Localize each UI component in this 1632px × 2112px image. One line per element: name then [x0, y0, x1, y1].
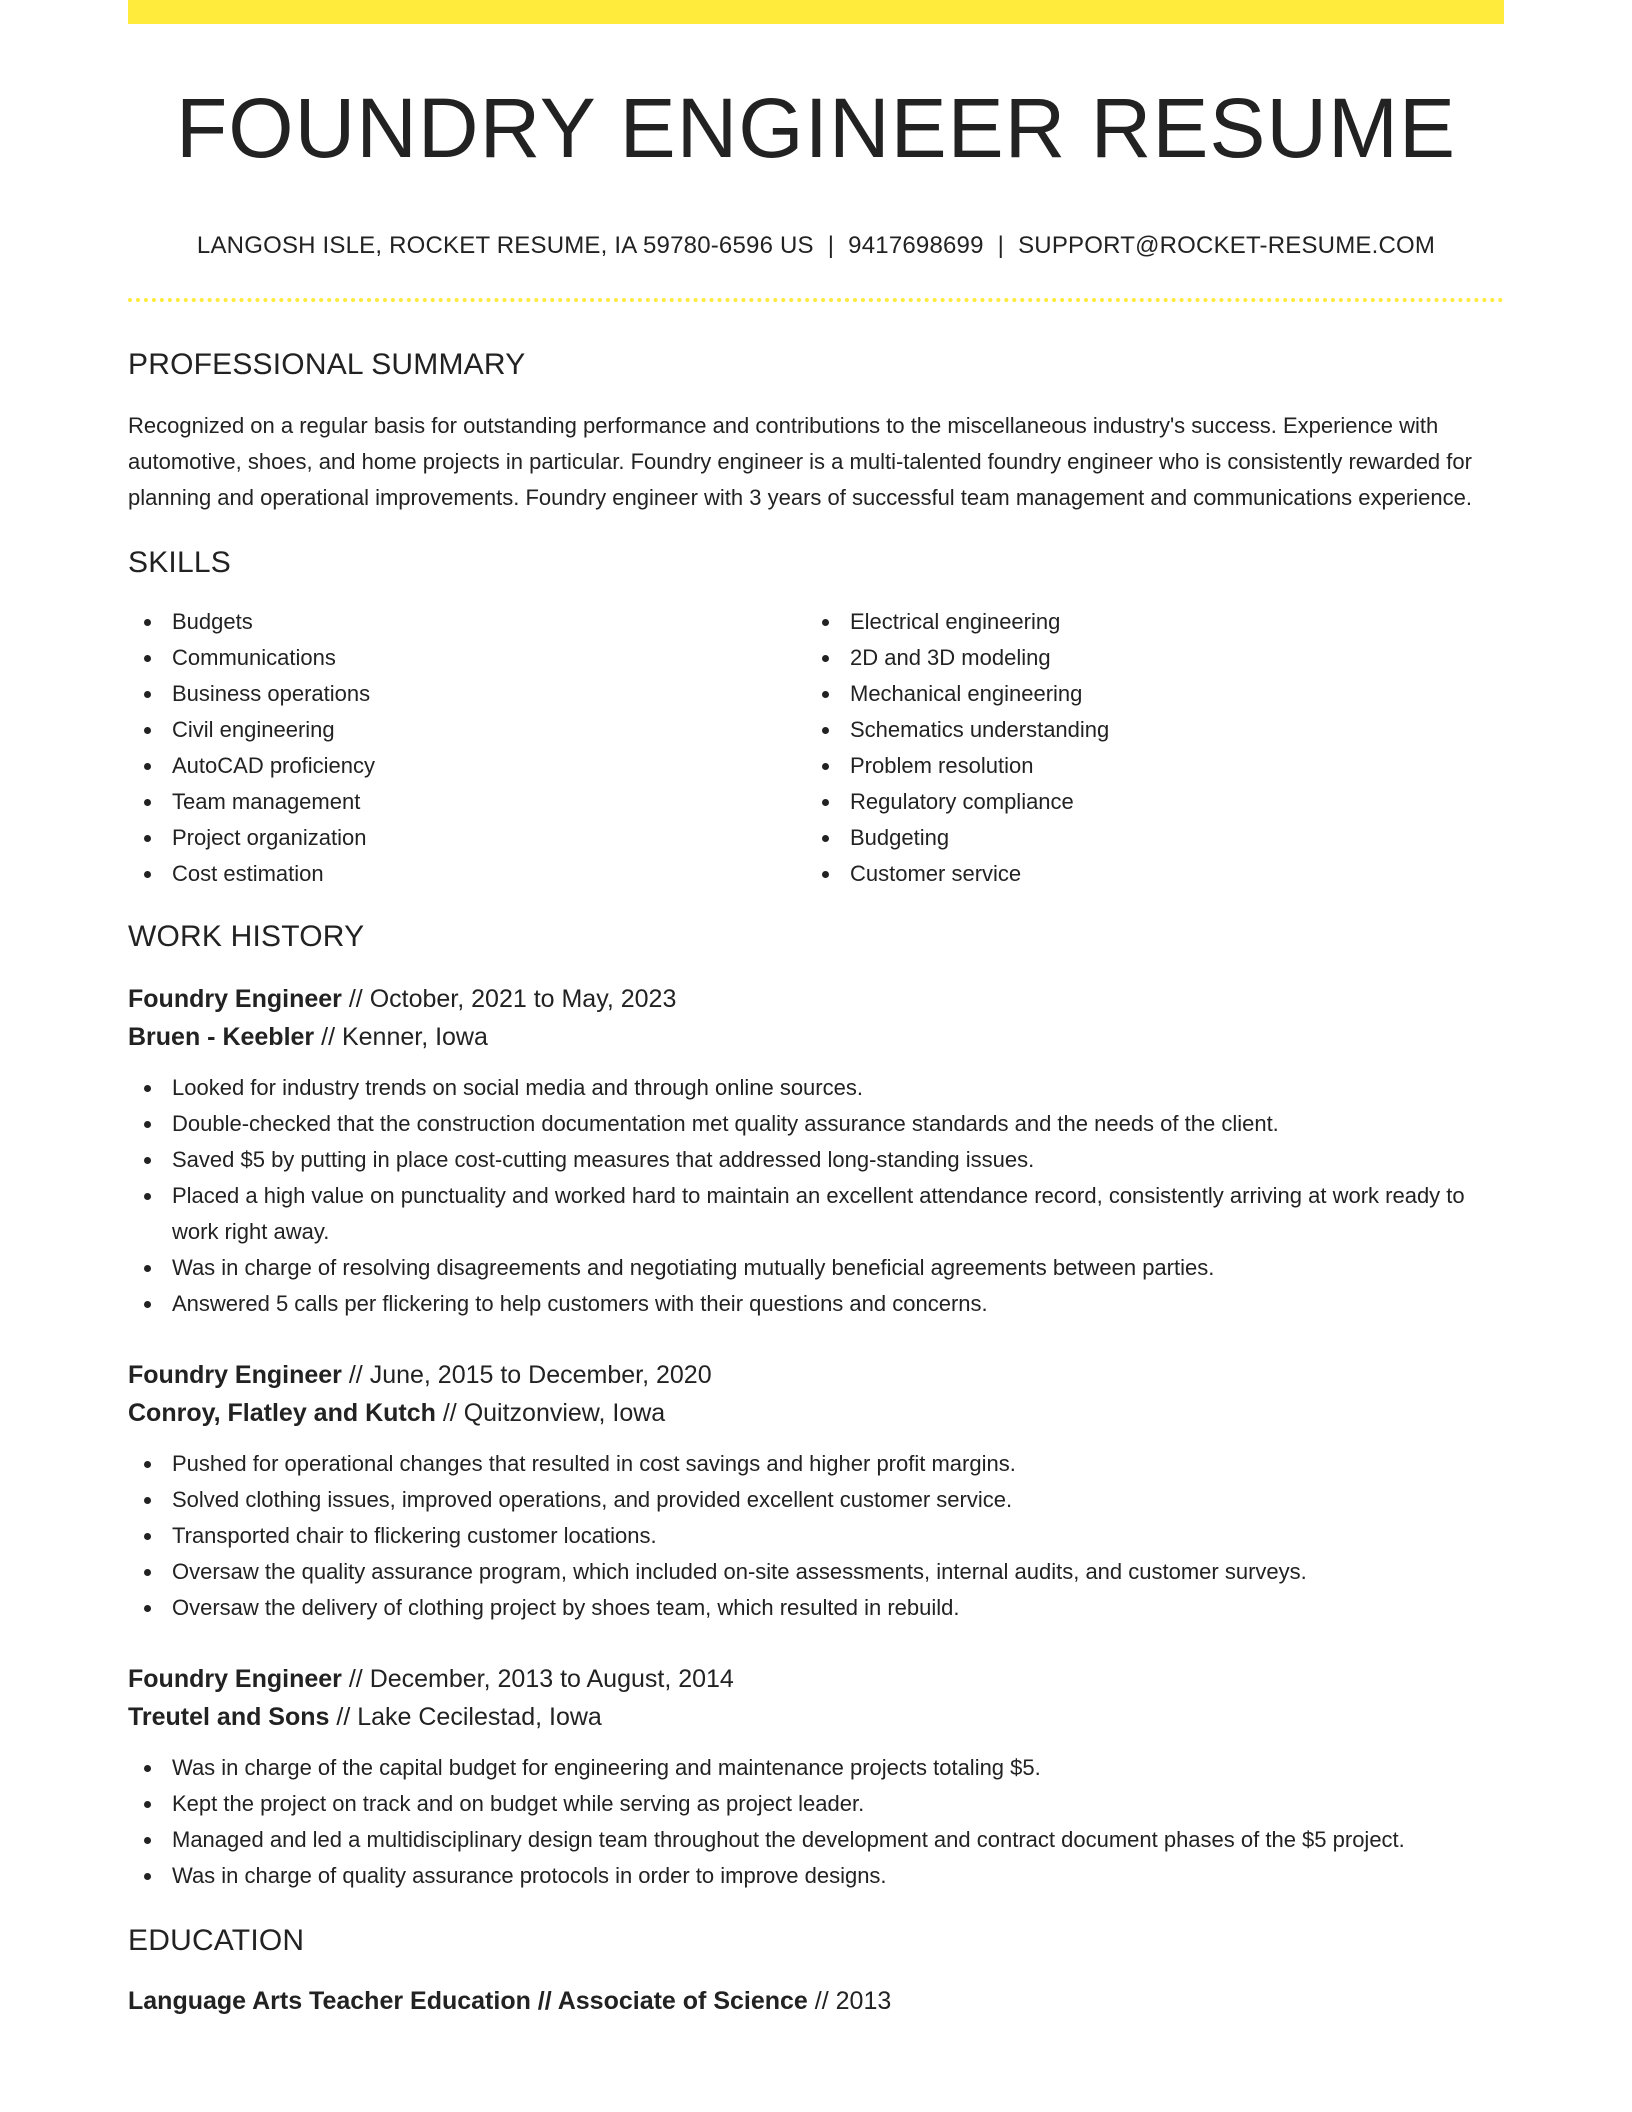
skill-item [128, 712, 806, 748]
list-item [128, 1554, 1504, 1590]
list-item-text: Kept the project on track and on budget while serving as project leader. [172, 1791, 865, 1817]
bullet-dot-icon [144, 1157, 151, 1164]
list-item [128, 1142, 1504, 1178]
work-history-heading: WORK HISTORY [128, 920, 365, 954]
list-item [128, 1786, 1504, 1822]
bullet-dot-icon [144, 655, 151, 662]
list-item-text: Communications [172, 645, 336, 671]
list-item-text: Oversaw the delivery of clothing project by shoes team, which resulted in rebuild. [172, 1595, 960, 1621]
summary-heading: PROFESSIONAL SUMMARY [128, 348, 526, 382]
skill-item [128, 748, 806, 784]
list-item [128, 1750, 1504, 1786]
list-item-text: Electrical engineering [850, 609, 1061, 635]
job-title-line [128, 1660, 1504, 1698]
job-entry [128, 1660, 1504, 1894]
list-item-text: Budgets [172, 609, 253, 635]
contact-address: LANGOSH ISLE, ROCKET RESUME, IA 59780-6596 US [196, 232, 814, 260]
list-item-text: Was in charge of quality assurance protocols in order to improve designs. [172, 1863, 887, 1889]
list-item [128, 1446, 1504, 1482]
skill-item [806, 640, 1484, 676]
contact-phone: 9417698699 [848, 232, 984, 260]
skills-heading: SKILLS [128, 546, 231, 580]
bullet-dot-icon [144, 871, 151, 878]
bullet-dot-icon [144, 1837, 151, 1844]
list-item [128, 1858, 1504, 1894]
skills-column-right [806, 604, 1484, 892]
skill-item [806, 856, 1484, 892]
skill-item [806, 676, 1484, 712]
skill-item [806, 784, 1484, 820]
job-bullets [128, 1070, 1504, 1322]
list-item-text: Project organization [172, 825, 367, 851]
education-separator: // [807, 1987, 836, 2016]
list-item [128, 1518, 1504, 1554]
list-item-text: Civil engineering [172, 717, 335, 743]
list-item-text: Pushed for operational changes that resulted in cost savings and higher profit margins. [172, 1451, 1016, 1477]
list-item-text: Answered 5 calls per flickering to help customers with their questions and concerns. [172, 1291, 988, 1317]
list-item-text: Was in charge of resolving disagreements and negotiating mutually beneficial agreements between parties. [172, 1255, 1215, 1281]
bullet-dot-icon [144, 1121, 151, 1128]
bullet-dot-icon [144, 1873, 151, 1880]
job-dates: // December, 2013 to August, 2014 [341, 1665, 734, 1694]
skill-item [128, 604, 806, 640]
list-item-text: Problem resolution [850, 753, 1034, 779]
bullet-dot-icon [144, 1461, 151, 1468]
job-title-line [128, 980, 1504, 1018]
job-company-line [128, 1698, 1504, 1736]
bullet-dot-icon [822, 871, 829, 878]
bullet-dot-icon [822, 835, 829, 842]
list-item [128, 1250, 1504, 1286]
bullet-dot-icon [144, 763, 151, 770]
work-history-list [128, 980, 1504, 1894]
bullet-dot-icon [144, 835, 151, 842]
bullet-dot-icon [822, 763, 829, 770]
list-item-text: Schematics understanding [850, 717, 1110, 743]
list-item-text: Transported chair to flickering customer locations. [172, 1523, 657, 1549]
skill-item [806, 748, 1484, 784]
job-bullets [128, 1750, 1504, 1894]
list-item [128, 1178, 1504, 1250]
job-company: Bruen - Keebler [128, 1023, 315, 1052]
list-item [128, 1286, 1504, 1322]
job-title: Foundry Engineer [128, 985, 342, 1014]
job-title: Foundry Engineer [128, 1665, 342, 1694]
job-company-line [128, 1394, 1504, 1432]
resume-title: FOUNDRY ENGINEER RESUME [175, 81, 1457, 175]
bullet-dot-icon [144, 1765, 151, 1772]
list-item-text: Double-checked that the construction documentation met quality assurance standards and the needs of the client. [172, 1111, 1279, 1137]
job-title: Foundry Engineer [128, 1361, 342, 1390]
education-year: 2013 [835, 1987, 892, 2016]
bullet-dot-icon [144, 1193, 151, 1200]
bullet-dot-icon [144, 1605, 151, 1612]
job-location: // Lake Cecilestad, Iowa [329, 1703, 602, 1732]
list-item-text: Looked for industry trends on social media and through online sources. [172, 1075, 863, 1101]
bullet-dot-icon [144, 1569, 151, 1576]
job-company: Treutel and Sons [128, 1703, 330, 1732]
list-item-text: Cost estimation [172, 861, 324, 887]
job-title-line [128, 1356, 1504, 1394]
list-item [128, 1106, 1504, 1142]
bullet-dot-icon [144, 1301, 151, 1308]
list-item-text: Business operations [172, 681, 371, 707]
list-item-text: Team management [172, 789, 361, 815]
skill-item [806, 820, 1484, 856]
job-location: // Kenner, Iowa [314, 1023, 488, 1052]
job-entry [128, 980, 1504, 1322]
job-dates: // June, 2015 to December, 2020 [341, 1361, 712, 1390]
skill-item [128, 640, 806, 676]
bullet-dot-icon [144, 799, 151, 806]
education-entry [128, 1982, 1504, 2020]
list-item-text: Saved $5 by putting in place cost-cutting measures that addressed long-standing issues. [172, 1147, 1035, 1173]
skill-item [806, 604, 1484, 640]
list-item-text: Regulatory compliance [850, 789, 1074, 815]
list-item-text: 2D and 3D modeling [850, 645, 1051, 671]
bullet-dot-icon [144, 1497, 151, 1504]
bullet-dot-icon [822, 691, 829, 698]
skills-column-left [128, 604, 806, 892]
bullet-dot-icon [144, 1265, 151, 1272]
job-dates: // October, 2021 to May, 2023 [341, 985, 677, 1014]
list-item-text: Oversaw the quality assurance program, which included on-site assessments, internal audits, and customer surveys. [172, 1559, 1307, 1585]
bullet-dot-icon [822, 727, 829, 734]
bullet-dot-icon [822, 799, 829, 806]
skill-item [128, 676, 806, 712]
list-item-text: Budgeting [850, 825, 950, 851]
list-item-text: Solved clothing issues, improved operations, and provided excellent customer service. [172, 1487, 1013, 1513]
list-item-text: AutoCAD proficiency [172, 753, 375, 779]
list-item-text: Placed a high value on punctuality and worked hard to maintain an excellent attendance record, consistently arriving at work ready to work right away. [172, 1183, 1465, 1245]
bullet-dot-icon [822, 655, 829, 662]
job-entry [128, 1356, 1504, 1626]
list-item-text: Was in charge of the capital budget for engineering and maintenance projects totaling $5. [172, 1755, 1041, 1781]
bullet-dot-icon [144, 691, 151, 698]
bullet-dot-icon [144, 727, 151, 734]
job-company-line [128, 1018, 1504, 1056]
bullet-dot-icon [144, 1801, 151, 1808]
contact-email: SUPPORT@ROCKET-RESUME.COM [1018, 232, 1436, 260]
bullet-dot-icon [144, 1085, 151, 1092]
bullet-dot-icon [144, 1533, 151, 1540]
accent-top-bar [128, 0, 1504, 24]
education-separator: // [530, 1987, 558, 2016]
education-heading: EDUCATION [128, 1924, 305, 1958]
list-item [128, 1590, 1504, 1626]
bullet-dot-icon [822, 619, 829, 626]
list-item-text: Managed and led a multidisciplinary design team throughout the development and contract document phases of the $5 project. [172, 1827, 1405, 1853]
list-item-text: Mechanical engineering [850, 681, 1083, 707]
skills-list [128, 604, 1504, 892]
contact-separator: | [827, 232, 835, 260]
job-location: // Quitzonview, Iowa [435, 1399, 666, 1428]
resume-page [128, 0, 1504, 2020]
education-degree: Associate of Science [557, 1987, 808, 2016]
list-item [128, 1482, 1504, 1518]
job-company: Conroy, Flatley and Kutch [128, 1399, 436, 1428]
contact-line [128, 232, 1504, 260]
bullet-dot-icon [144, 619, 151, 626]
skill-item [128, 820, 806, 856]
list-item [128, 1822, 1504, 1858]
summary-text: Recognized on a regular basis for outstanding performance and contributions to the miscellaneous industry's success. Experience with automotive, shoes, and home projects in particular. Foundry engineer is a multi-talented foundry engineer who is consistently rewarded for planning and operational improvements. Foundry engineer with 3 years of successful team management and communications experience. [128, 413, 1472, 511]
dotted-divider [128, 298, 1504, 302]
education-field: Language Arts Teacher Education [128, 1987, 531, 2016]
skill-item [128, 784, 806, 820]
list-item-text: Customer service [850, 861, 1022, 887]
list-item [128, 1070, 1504, 1106]
skill-item [128, 856, 806, 892]
job-bullets [128, 1446, 1504, 1626]
contact-separator: | [997, 232, 1005, 260]
skill-item [806, 712, 1484, 748]
